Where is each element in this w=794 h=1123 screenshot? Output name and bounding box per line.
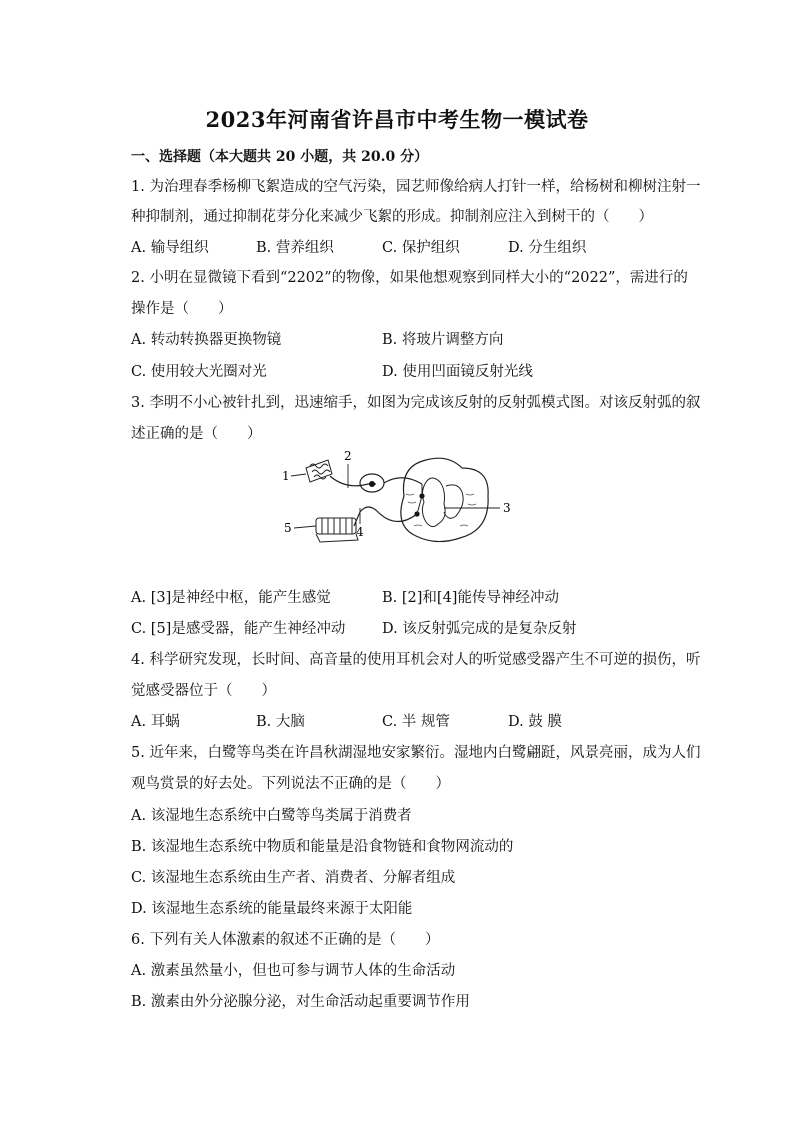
question-5-line-2: 观鸟赏景的好去处。下列说法不正确的是（ ）: [131, 776, 450, 792]
q2-option-a: A. 转动转换器更换物镜: [131, 332, 282, 348]
grey-matter-right: [444, 485, 463, 518]
figure-label-4: 4: [356, 525, 364, 539]
page-title: 2023年河南省许昌市中考生物一模试卷: [205, 107, 589, 132]
receptor-skin-icon: [306, 460, 332, 482]
q5-option-a: A. 该湿地生态系统中白鹭等鸟类属于消费者: [131, 808, 412, 824]
q5-option-b: B. 该湿地生态系统中物质和能量是沿食物链和食物网流动的: [131, 839, 514, 855]
q3-option-a: A. [3]是神经中枢，能产生感觉: [131, 590, 331, 606]
question-2-line-1: 2. 小明在显微镜下看到“2202”的物像，如果他想观察到同样大小的“2022”，需进行的: [131, 270, 688, 286]
q1-option-b: B. 营养组织: [256, 240, 334, 256]
section-heading: 一、选择题（本大题共 20 小题，共 20.0 分）: [131, 149, 429, 165]
question-1-line-1: 1. 为治理春季杨柳飞絮造成的空气污染，园艺师像给病人打针一样，给杨树和柳树注射一: [131, 179, 701, 195]
figure-label-1: 1: [282, 469, 290, 483]
q5-option-d: D. 该湿地生态系统的能量最终来源于太阳能: [131, 901, 413, 917]
label-1-leader: [291, 474, 306, 476]
q1-option-d: D. 分生组织: [508, 240, 587, 256]
figure-label-3: 3: [503, 501, 511, 515]
q3-option-d: D. 该反射弧完成的是复杂反射: [382, 621, 577, 637]
q3-option-c: C. [5]是感受器，能产生神经冲动: [131, 621, 346, 637]
q6-option-b: B. 激素由外分泌腺分泌，对生命活动起重要调节作用: [131, 994, 470, 1010]
q3-option-b: B. [2]和[4]能传导神经冲动: [382, 590, 559, 606]
question-4-line-1: 4. 科学研究发现，长时间、高音量的使用耳机会对人的听觉感受器产生不可逆的损伤，听: [131, 652, 701, 668]
q1-option-a: A. 输导组织: [131, 240, 209, 256]
question-6-line-1: 6. 下列有关人体激素的叙述不正确的是（ ）: [131, 932, 440, 948]
motor-nerve: [354, 507, 417, 526]
dorsal-root: [384, 478, 422, 484]
q2-option-b: B. 将玻片调整方向: [382, 332, 504, 348]
q1-option-c: C. 保护组织: [382, 240, 460, 256]
ganglion-cell-body: [369, 481, 375, 487]
q6-option-a: A. 激素虽然量小，但也可参与调节人体的生命活动: [131, 963, 456, 979]
q2-option-c: C. 使用较大光圈对光: [131, 364, 267, 380]
question-3-line-1: 3. 李明不小心被针扎到，迅速缩手，如图为完成该反射的反射弧模式图。对该反射弧的叙: [131, 395, 701, 411]
q4-option-a: A. 耳蜗: [131, 714, 180, 730]
q2-option-d: D. 使用凹面镜反射光线: [382, 364, 533, 380]
question-3-line-2: 述正确的是（ ）: [131, 426, 262, 442]
q4-option-d: D. 鼓 膜: [508, 714, 562, 730]
figure-label-2: 2: [344, 449, 352, 463]
question-1-line-2: 种抑制剂，通过抑制花芽分化来减少飞絮的形成。抑制剂应注入到树干的（ ）: [131, 209, 653, 225]
figure-label-5: 5: [284, 521, 292, 535]
q4-option-b: B. 大脑: [256, 714, 305, 730]
question-5-line-1: 5. 近年来，白鹭等鸟类在许昌秋湖湿地安家繁衍。湿地内白鹭翩跹，风景亮丽，成为人们: [131, 745, 701, 761]
reflex-arc-diagram: [276, 446, 516, 558]
grey-matter: [422, 478, 445, 527]
q4-option-c: C. 半 规管: [382, 714, 450, 730]
effector-muscle-icon: [316, 518, 358, 542]
label-5-leader: [294, 526, 316, 528]
question-2-line-2: 操作是（ ）: [131, 301, 233, 317]
interneuron: [417, 484, 422, 514]
q5-option-c: C. 该湿地生态系统由生产者、消费者、分解者组成: [131, 870, 456, 886]
question-4-line-2: 觉感受器位于（ ）: [131, 683, 276, 699]
